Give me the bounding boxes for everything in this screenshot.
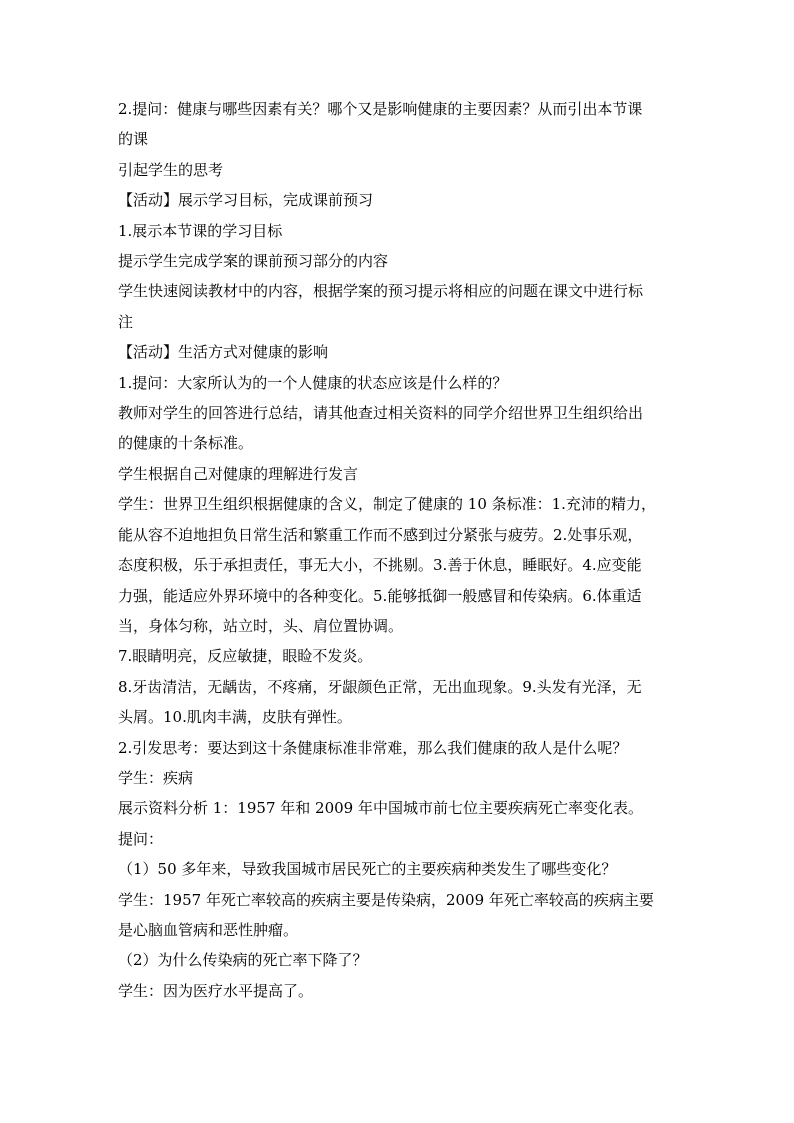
text-line: 2.引发思考：要达到这十条健康标准非常难，那么我们健康的敌人是什么呢？ [118, 738, 628, 757]
text-line: 的健康的十条标准。 [118, 434, 254, 453]
text-line: 当，身体匀称，站立时，头、肩位置协调。 [118, 616, 404, 635]
text-line: 学生快速阅读教材中的内容，根据学案的预习提示将相应的问题在课文中进行标 [118, 282, 644, 301]
text-line: 的课 [118, 130, 149, 149]
text-line: 力强，能适应外界环境中的各种变化。5.能够抵御一般感冒和传染病。6.体重适 [118, 586, 642, 605]
text-line: 提示学生完成学案的课前预习部分的内容 [118, 252, 389, 271]
text-line: 7.眼睛明亮，反应敏捷，眼睑不发炎。 [118, 647, 373, 666]
text-line: 能从容不迫地担负日常生活和繁重工作而不感到过分紧张与疲劳。2.处事乐观， [118, 525, 643, 544]
text-line: 头屑。10.肌肉丰满，皮肤有弹性。 [118, 708, 352, 727]
text-line: 展示资料分析 1：1957 年和 2009 年中国城市前七位主要疾病死亡率变化表。 [118, 799, 643, 818]
text-line: 1.展示本节课的学习目标 [118, 221, 283, 240]
text-line: 学生根据自己对健康的理解进行发言 [118, 464, 359, 483]
activity-heading: 【活动】展示学习目标，完成课前预习 [118, 191, 374, 210]
text-line: 态度积极，乐于承担责任，事无大小，不挑剔。3.善于休息，睡眠好。4.应变能 [118, 556, 642, 575]
text-line: 教师对学生的回答进行总结，请其他查过相关资料的同学介绍世界卫生组织给出 [118, 404, 644, 423]
text-line: 学生：因为医疗水平提高了。 [118, 981, 314, 1000]
text-line: 学生：世界卫生组织根据健康的含义，制定了健康的 10 条标准：1.充沛的精力， [118, 495, 656, 514]
text-line: 学生：1957 年死亡率较高的疾病主要是传染病，2009 年死亡率较高的疾病主要 [118, 890, 654, 909]
text-line: （1）50 多年来，导致我国城市居民死亡的主要疾病种类发生了哪些变化？ [118, 860, 617, 879]
text-line: 引起学生的思考 [118, 160, 224, 179]
activity-heading: 【活动】生活方式对健康的影响 [118, 343, 329, 362]
text-line: 8.牙齿清洁，无龋齿，不疼痛，牙龈颜色正常，无出血现象。9.头发有光泽，无 [118, 677, 642, 696]
text-line: 是心脑血管病和恶性肿瘤。 [118, 920, 299, 939]
text-line: 2.提问：健康与哪些因素有关？哪个又是影响健康的主要因素？从而引出本节课 [118, 100, 643, 118]
text-line: 学生：疾病 [118, 768, 194, 787]
text-line: （2）为什么传染病的死亡率下降了？ [118, 951, 368, 970]
text-line: 注 [118, 312, 134, 331]
text-line: 提问： [118, 829, 164, 848]
document-page [118, 94, 686, 1006]
text-line: 1.提问：大家所认为的一个人健康的状态应该是什么样的？ [118, 373, 508, 392]
